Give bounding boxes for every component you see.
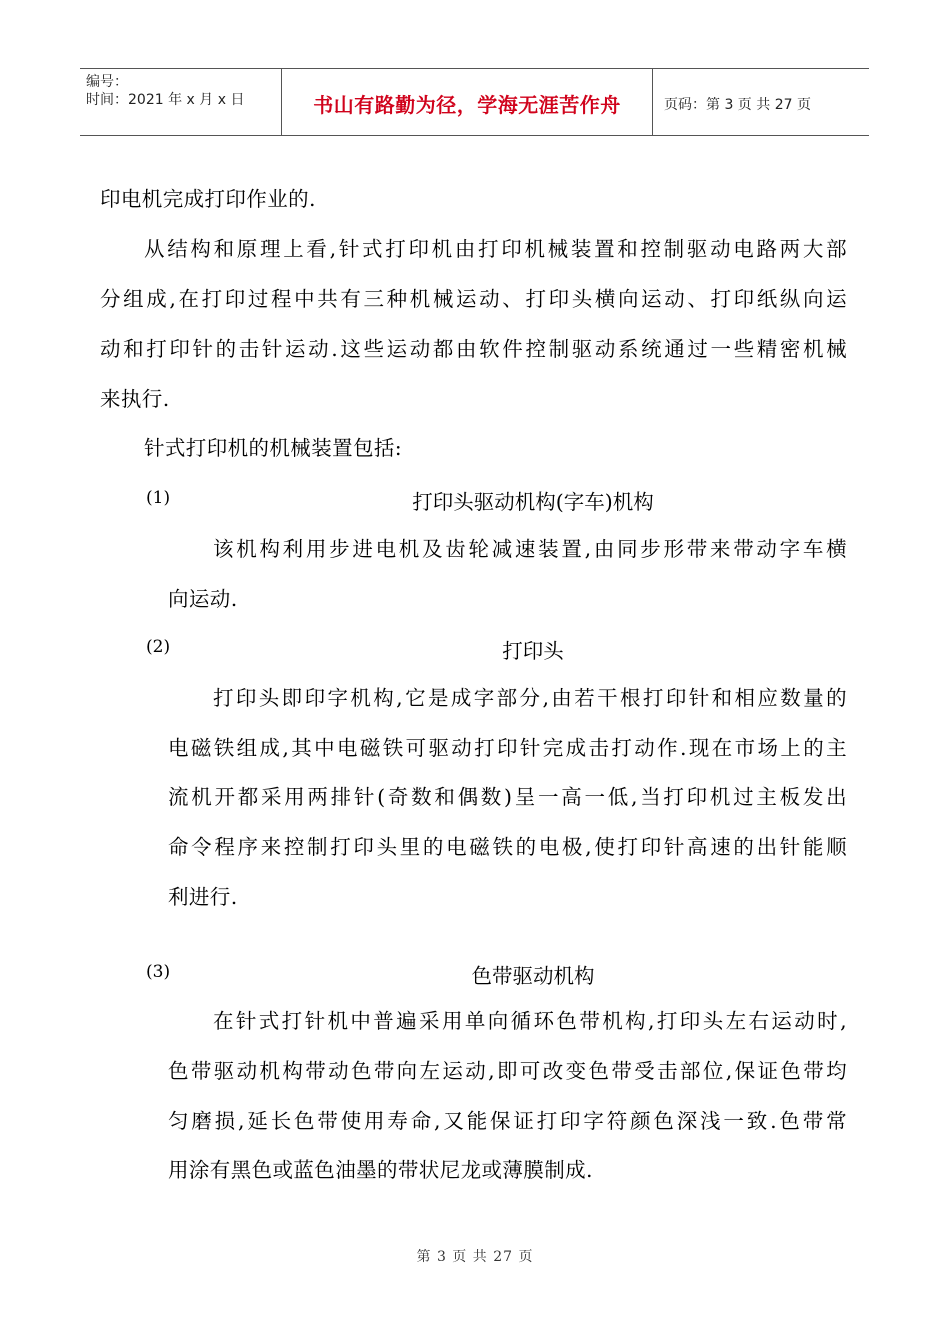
body-line: 动和打印针的击针运动.这些运动都由软件控制驱动系统通过一些精密机械 [100, 337, 847, 361]
body-line: 在针式打针机中普遍采用单向循环色带机构,打印头左右运动时, [213, 1009, 847, 1033]
header-meta [86, 73, 244, 109]
body-line: 匀磨损,延长色带使用寿命,又能保证打印字符颜色深浅一致.色带常 [168, 1109, 847, 1133]
body-line: 来执行. [100, 387, 170, 411]
body-line: 该机构利用步进电机及齿轮减速装置,由同步形带来带动字车横 [213, 537, 847, 561]
header-number-label: 编号： [86, 74, 128, 90]
page-footer: 第 3 页 共 27 页 [416, 1249, 534, 1265]
body-line: 向运动. [168, 587, 238, 611]
body-line: 用涂有黑色或蓝色油墨的带状尼龙或薄膜制成. [168, 1158, 593, 1182]
section-number: (3) [146, 962, 171, 982]
body-line: 流机开都采用两排针(奇数和偶数)呈一高一低,当打印机过主板发出 [168, 785, 847, 809]
header-page-info: 页码：第 3 页 共 27 页 [664, 97, 811, 113]
body-line: 分组成,在打印过程中共有三种机械运动、打印头横向运动、打印纸纵向运 [100, 287, 847, 311]
header-motto: 书山有路勤为径，学海无涯苦作舟 [313, 93, 621, 117]
header-divider [652, 69, 653, 135]
body-line: 打印头即印字机构,它是成字部分,由若干根打印针和相应数量的 [213, 686, 847, 710]
page-header [80, 68, 869, 136]
body-line: 命令程序来控制打印头里的电磁铁的电极,使打印针高速的出针能顺 [168, 835, 847, 859]
body-line: 针式打印机的机械装置包括: [144, 436, 403, 460]
section-title: 打印头 [502, 639, 564, 663]
body-line: 从结构和原理上看,针式打印机由打印机械装置和控制驱动电路两大部 [144, 237, 847, 261]
section-number: (1) [146, 488, 171, 508]
header-time-label: 时间：2021 年 x 月 x 日 [86, 92, 245, 108]
body-line: 电磁铁组成,其中电磁铁可驱动打印针完成击打动作.现在市场上的主 [168, 736, 847, 760]
section-title: 色带驱动机构 [471, 964, 595, 988]
body-line: 色带驱动机构带动色带向左运动,即可改变色带受击部位,保证色带均 [168, 1059, 847, 1083]
body-line: 印电机完成打印作业的. [100, 187, 316, 211]
body-line: 利进行. [168, 885, 238, 909]
section-title: 打印头驱动机构(字车)机构 [412, 490, 654, 514]
section-number: (2) [146, 637, 171, 657]
